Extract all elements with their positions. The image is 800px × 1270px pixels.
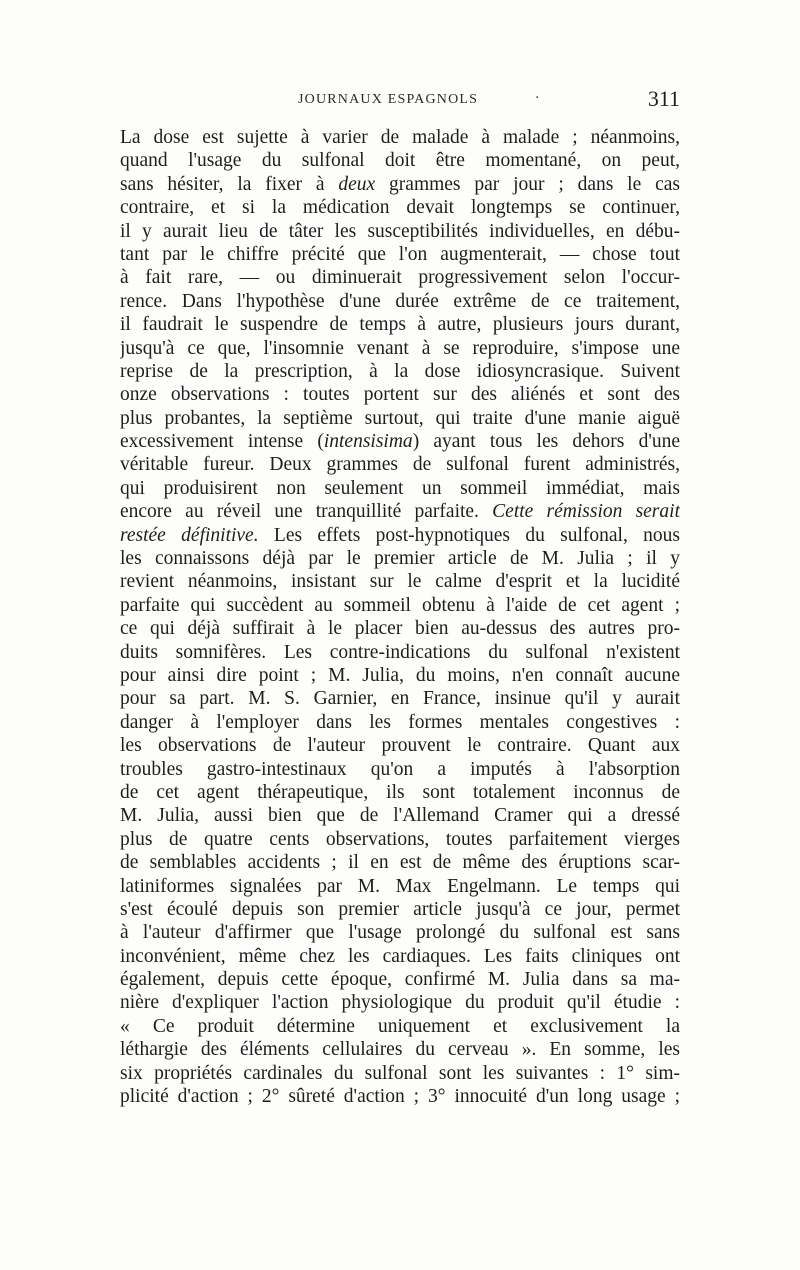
italic-text: Cette rémission serait (492, 501, 680, 523)
text-line: plus probantes, la septième surtout, qui traite d'une manie aiguë (120, 407, 680, 429)
text-line: ce qui déjà suffirait à le placer bien au-dessus des autres pro- (120, 618, 680, 640)
text-line: il faudrait le suspendre de temps à autre, plusieurs jours durant, (120, 314, 680, 336)
text-line: également, depuis cette époque, confirmé M. Julia dans sa ma- (120, 969, 680, 991)
text-line: de semblables accidents ; il en est de même des éruptions scar- (120, 852, 680, 874)
page-header (120, 86, 680, 120)
text-line: pour ainsi dire point ; M. Julia, du moins, n'en connaît aucune (120, 664, 680, 686)
text-line: qui produisirent non seulement un sommeil immédiat, mais (120, 477, 680, 499)
text-line: plicité d'action ; 2° sûreté d'action ; 3° innocuité d'un long usage ; (120, 1086, 680, 1108)
text-line: troubles gastro-intestinaux qu'on a imputés à l'absorption (120, 758, 680, 780)
text-line: excessivement intense (intensisima) ayant tous les dehors d'une (120, 431, 680, 453)
text-line: les connaissons déjà par le premier article de M. Julia ; il y (120, 548, 680, 570)
text-line: s'est écoulé depuis son premier article jusqu'à ce jour, permet (120, 898, 680, 920)
text-line: restée définitive. Les effets post-hypnotiques du sulfonal, nous (120, 524, 680, 546)
text-line: il y aurait lieu de tâter les susceptibilités individuelles, en débu- (120, 220, 680, 242)
text-line: sans hésiter, la fixer à deux grammes par jour ; dans le cas (120, 173, 680, 195)
text-line: nière d'expliquer l'action physiologique du produit qu'il étudie : (120, 992, 680, 1014)
italic-text: deux (338, 173, 376, 195)
text-line: quand l'usage du sulfonal doit être momentané, on peut, (120, 150, 680, 172)
text-line: onze observations : toutes portent sur des aliénés et sont des (120, 384, 680, 406)
text-line: tant par le chiffre précité que l'on augmenterait, — chose tout (120, 243, 680, 265)
text-line: contraire, et si la médication devait longtemps se continuer, (120, 197, 680, 219)
text-line: « Ce produit détermine uniquement et exclusivement la (120, 1015, 680, 1037)
running-head: JOURNAUX ESPAGNOLS (298, 92, 479, 107)
text-line: reprise de la prescription, à la dose idiosyncrasique. Suivent (120, 360, 680, 382)
page-number: 311 (647, 86, 680, 111)
text-line: léthargie des éléments cellulaires du cerveau ». En somme, les (120, 1039, 680, 1061)
text-line: à l'auteur d'affirmer que l'usage prolongé du sulfonal est sans (120, 922, 680, 944)
text-line: inconvénient, même chez les cardiaques. Les faits cliniques ont (120, 945, 680, 967)
text-line: à fait rare, — ou diminuerait progressivement selon l'occur- (120, 267, 680, 289)
text-line: six propriétés cardinales du sulfonal sont les suivantes : 1° sim- (120, 1062, 680, 1084)
text-line: duits somnifères. Les contre-indications du sulfonal n'existent (120, 641, 680, 663)
header-mark: · (535, 90, 540, 106)
body-paragraph (120, 126, 680, 1108)
text-line: pour sa part. M. S. Garnier, en France, insinue qu'il y aurait (120, 688, 680, 710)
text-line: revient néanmoins, insistant sur le calme d'esprit et la lucidité (120, 571, 680, 593)
text-line: plus de quatre cents observations, toutes parfaitement vierges (120, 828, 680, 850)
text-line: La dose est sujette à varier de malade à malade ; néanmoins, (120, 127, 680, 148)
text-line: danger à l'employer dans les formes mentales congestives : (120, 711, 680, 733)
text-line: jusqu'à ce que, l'insomnie venant à se reproduire, s'impose une (120, 337, 680, 359)
text-line: M. Julia, aussi bien que de l'Allemand Cramer qui a dressé (120, 805, 680, 827)
italic-text: intensisima (323, 431, 413, 453)
text-line: véritable fureur. Deux grammes de sulfonal furent administrés, (120, 454, 680, 476)
italic-text: restée définitive. (120, 524, 259, 546)
text-line: latiniformes signalées par M. Max Engelmann. Le temps qui (120, 875, 680, 897)
text-line: encore au réveil une tranquillité parfaite. Cette rémission serait (120, 501, 680, 523)
text-line: rence. Dans l'hypothèse d'une durée extrême de ce traitement, (120, 290, 680, 312)
text-line: les observations de l'auteur prouvent le contraire. Quant aux (120, 735, 680, 757)
text-line: parfaite qui succèdent au sommeil obtenu à l'aide de cet agent ; (120, 594, 680, 616)
text-line: de cet agent thérapeutique, ils sont totalement inconnus de (120, 781, 680, 803)
